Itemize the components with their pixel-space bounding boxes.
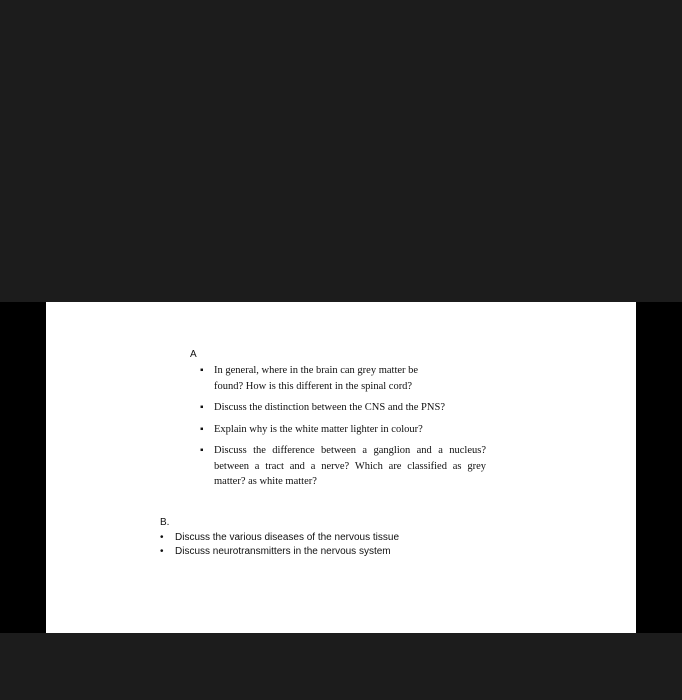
question-text: Discuss the difference between a ganglion and a nucleus? between a tract and a nerve? Which are classified as grey matter? as white matter? xyxy=(214,445,486,487)
bullet-icon: ▪ xyxy=(200,402,204,413)
topic-text: Discuss the various diseases of the nervous tissue xyxy=(175,532,399,543)
list-item xyxy=(200,443,486,490)
bullet-icon: • xyxy=(160,532,164,543)
bullet-icon: ▪ xyxy=(200,445,204,456)
list-item xyxy=(200,422,486,438)
document-page xyxy=(46,302,636,633)
bullet-icon: • xyxy=(160,546,164,557)
topic-text: Discuss neurotransmitters in the nervous system xyxy=(175,546,391,557)
section-a-list xyxy=(200,363,486,490)
list-item xyxy=(200,400,486,416)
list-item xyxy=(200,363,486,394)
list-item xyxy=(160,545,460,559)
section-b-label: B. xyxy=(160,517,170,528)
letterbox-left xyxy=(0,302,46,633)
question-text: Discuss the distinction between the CNS and the PNS? xyxy=(214,402,445,413)
section-a-label: A xyxy=(190,349,197,360)
section-b-list xyxy=(160,531,460,559)
bullet-icon: ▪ xyxy=(200,365,204,376)
list-item xyxy=(160,531,460,545)
bullet-icon: ▪ xyxy=(200,423,204,435)
letterbox-right xyxy=(636,302,682,633)
question-text: Explain why is the white matter lighter in colour? xyxy=(214,423,423,435)
question-text: In general, where in the brain can grey matter be found? How is this different in the spinal cord? xyxy=(214,365,419,392)
